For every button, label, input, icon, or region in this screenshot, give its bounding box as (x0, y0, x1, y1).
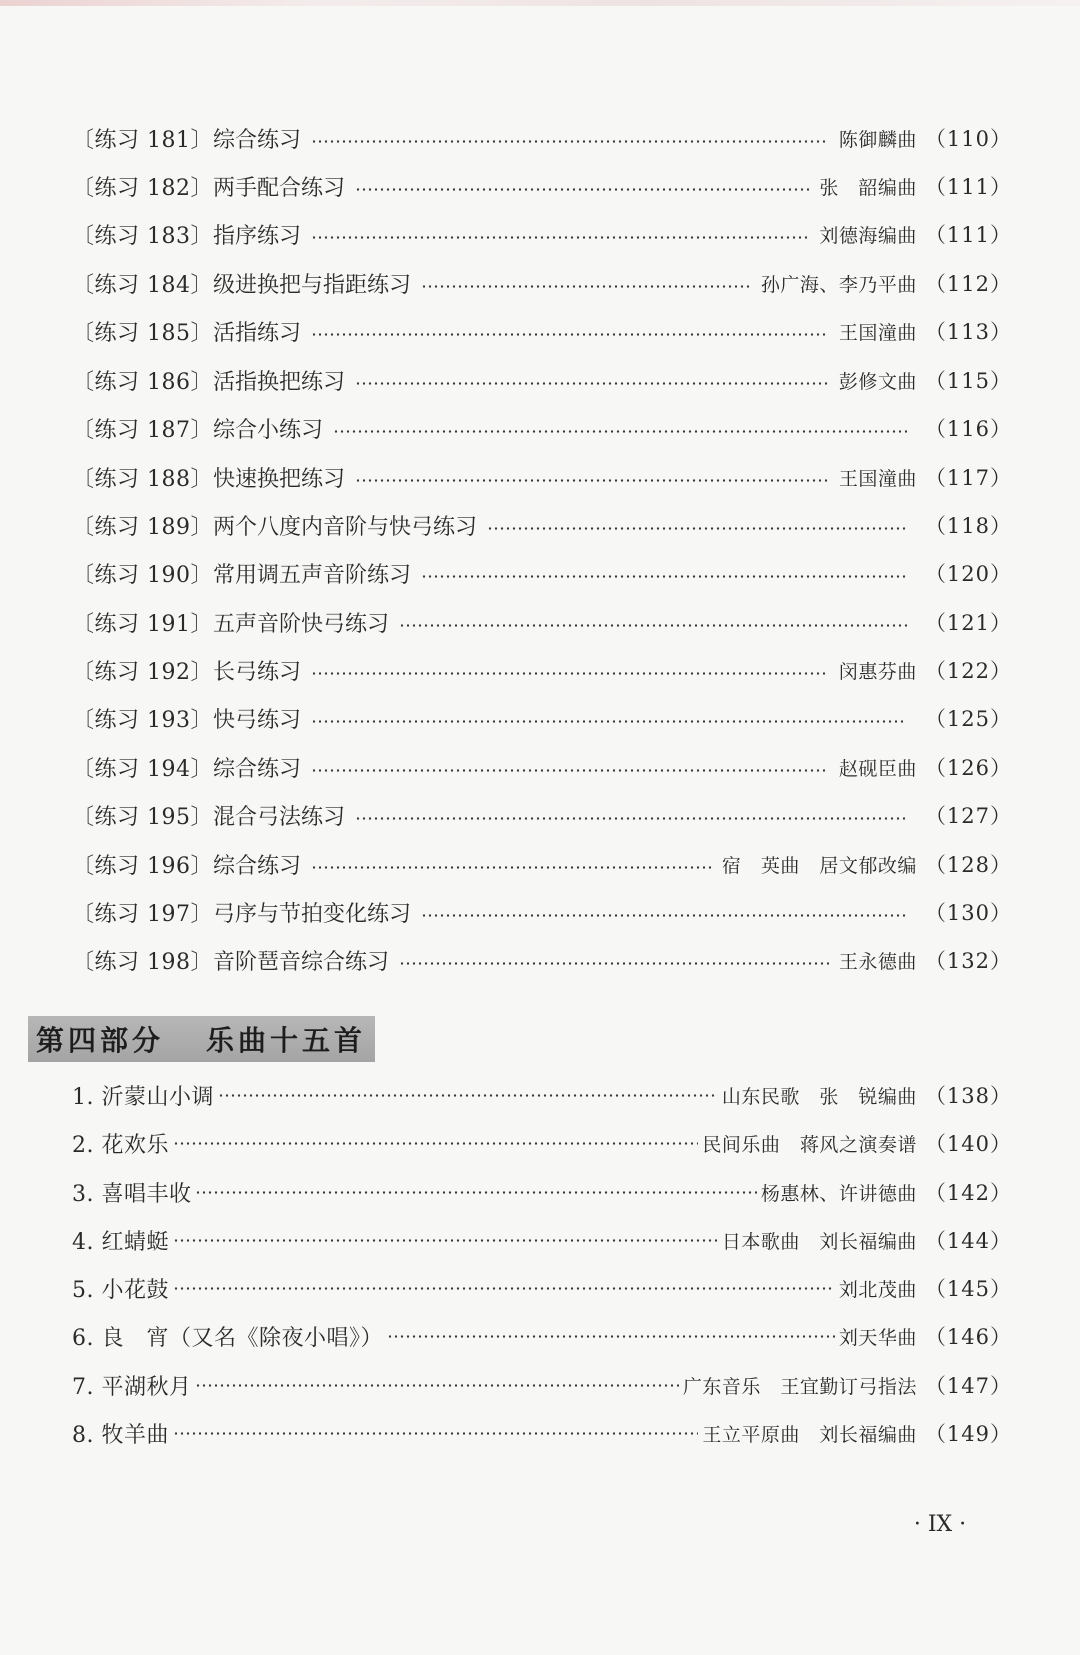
dot-leader (173, 1239, 718, 1242)
dot-leader (333, 430, 907, 433)
dot-leader (311, 866, 712, 869)
entry-page: （110） (924, 127, 1012, 151)
dot-leader (399, 624, 907, 627)
entry-page: （111） (924, 223, 1012, 247)
dot-leader (421, 914, 907, 917)
dot-leader (355, 382, 829, 385)
entry-page: （149） (924, 1422, 1012, 1446)
entry-title: 〔练习 196〕综合练习 (72, 853, 302, 879)
dot-leader (311, 236, 809, 239)
entry-title: 3. 喜唱丰收 (72, 1181, 192, 1207)
entry-page: （140） (924, 1132, 1012, 1156)
entry-page: （112） (924, 272, 1012, 296)
dot-leader (195, 1191, 756, 1194)
entry-page: （130） (924, 901, 1012, 925)
entry-author: 闵惠芬曲 (838, 660, 917, 683)
toc-entry[interactable] (72, 795, 1012, 835)
toc-entry[interactable] (72, 698, 1012, 738)
entry-author: 王立平原曲 刘长福编曲 (702, 1423, 917, 1446)
entry-title: 〔练习 195〕混合弓法练习 (72, 804, 346, 830)
entry-author: 张 韶编曲 (819, 176, 917, 199)
entry-author: 刘天华曲 (838, 1326, 917, 1349)
toc-entry[interactable] (72, 505, 1012, 545)
toc-entry[interactable] (72, 263, 1012, 303)
entry-page: （121） (924, 611, 1012, 635)
entry-author: 王永德曲 (838, 950, 917, 973)
toc-entry[interactable] (72, 457, 1012, 497)
top-edge-strip (0, 0, 1080, 6)
toc-entry[interactable] (72, 602, 1012, 642)
entry-title: 6. 良 宵（又名《除夜小唱》） (72, 1325, 383, 1351)
dot-leader (218, 1094, 718, 1097)
toc-entry[interactable] (72, 553, 1012, 593)
entry-author: 日本歌曲 刘长福编曲 (721, 1230, 917, 1253)
entry-page: （113） (924, 320, 1012, 344)
toc-entry[interactable] (72, 1075, 1012, 1115)
entry-page: （147） (924, 1374, 1012, 1398)
toc-entry[interactable] (72, 844, 1012, 884)
entry-page: （111） (924, 175, 1012, 199)
dot-leader (387, 1335, 835, 1338)
toc-entry[interactable] (72, 360, 1012, 400)
entry-page: （146） (924, 1325, 1012, 1349)
entry-title: 〔练习 189〕两个八度内音阶与快弓练习 (72, 514, 478, 540)
entry-title: 〔练习 183〕指序练习 (72, 223, 302, 249)
toc-entry[interactable] (72, 214, 1012, 254)
entry-title: 〔练习 181〕综合练习 (72, 127, 302, 153)
toc-entry[interactable] (72, 408, 1012, 448)
entry-page: （127） (924, 804, 1012, 828)
entry-author: 山东民歌 张 锐编曲 (721, 1085, 917, 1108)
entry-title: 7. 平湖秋月 (72, 1374, 192, 1400)
entry-author: 陈御麟曲 (838, 128, 917, 151)
toc-entry[interactable] (72, 1268, 1012, 1308)
dot-leader (487, 527, 907, 530)
page-number: · IX · (913, 1512, 967, 1537)
toc-entry[interactable] (72, 650, 1012, 690)
entry-author: 宿 英曲 居文郁改编 (721, 854, 917, 877)
entry-title: 2. 花欢乐 (72, 1132, 169, 1158)
entry-page: （126） (924, 756, 1012, 780)
entry-page: （125） (924, 707, 1012, 731)
entry-author: 杨惠林、许讲德曲 (760, 1182, 917, 1205)
entry-page: （128） (924, 853, 1012, 877)
entry-page: （118） (924, 514, 1012, 538)
entry-title: 〔练习 190〕常用调五声音阶练习 (72, 562, 412, 588)
entry-page: （116） (924, 417, 1012, 441)
dot-leader (311, 769, 829, 772)
dot-leader (399, 962, 829, 965)
entry-page: （138） (924, 1084, 1012, 1108)
dot-leader (311, 333, 829, 336)
dot-leader (421, 285, 751, 288)
entry-title: 〔练习 191〕五声音阶快弓练习 (72, 611, 390, 637)
dot-leader (173, 1432, 698, 1435)
entry-title: 〔练习 198〕音阶琶音综合练习 (72, 949, 390, 975)
toc-entry[interactable] (72, 1220, 1012, 1260)
toc-entry[interactable] (72, 747, 1012, 787)
section-title: 乐曲十五首 (206, 1024, 367, 1057)
entry-title: 〔练习 188〕快速换把练习 (72, 466, 346, 492)
entry-author: 刘德海编曲 (819, 224, 917, 247)
entry-title: 〔练习 185〕活指练习 (72, 320, 302, 346)
toc-entry[interactable] (72, 166, 1012, 206)
toc-entry[interactable] (72, 940, 1012, 980)
entry-page: （144） (924, 1229, 1012, 1253)
entry-page: （142） (924, 1181, 1012, 1205)
toc-entry[interactable] (72, 1316, 1012, 1356)
entry-author: 广东音乐 王宜勤订弓指法 (682, 1375, 917, 1398)
entry-author: 王国潼曲 (838, 467, 917, 490)
toc-entry[interactable] (72, 311, 1012, 351)
entry-author: 王国潼曲 (838, 321, 917, 344)
dot-leader (311, 672, 829, 675)
entry-author: 孙广海、李乃平曲 (760, 273, 917, 296)
entry-author: 刘北茂曲 (838, 1278, 917, 1301)
dot-leader (173, 1142, 698, 1145)
entry-title: 〔练习 186〕活指换把练习 (72, 369, 346, 395)
entry-author: 民间乐曲 蒋风之演奏谱 (702, 1133, 917, 1156)
entry-title: 〔练习 192〕长弓练习 (72, 659, 302, 685)
entry-title: 4. 红蜻蜓 (72, 1229, 169, 1255)
dot-leader (355, 188, 809, 191)
entry-page: （132） (924, 949, 1012, 973)
entry-title: 〔练习 193〕快弓练习 (72, 707, 302, 733)
entry-title: 〔练习 182〕两手配合练习 (72, 175, 346, 201)
entry-title: 〔练习 184〕级进换把与指距练习 (72, 272, 412, 298)
entry-page: （117） (924, 466, 1012, 490)
entry-title: 〔练习 197〕弓序与节拍变化练习 (72, 901, 412, 927)
toc-entry[interactable] (72, 1365, 1012, 1405)
entry-title: 1. 沂蒙山小调 (72, 1084, 214, 1110)
toc-entry[interactable] (72, 1413, 1012, 1453)
entry-title: 5. 小花鼓 (72, 1277, 169, 1303)
toc-entry[interactable] (72, 118, 1012, 158)
dot-leader (195, 1384, 678, 1387)
entry-title: 〔练习 187〕综合小练习 (72, 417, 324, 443)
toc-entry[interactable] (72, 1172, 1012, 1212)
dot-leader (311, 720, 907, 723)
toc-entry[interactable] (72, 892, 1012, 932)
dot-leader (355, 817, 907, 820)
entry-author: 赵砚臣曲 (838, 757, 917, 780)
entry-title: 〔练习 194〕综合练习 (72, 756, 302, 782)
dot-leader (355, 479, 829, 482)
entry-page: （115） (924, 369, 1012, 393)
entry-author: 彭修文曲 (838, 370, 917, 393)
entry-page: （120） (924, 562, 1012, 586)
entry-page: （122） (924, 659, 1012, 683)
section-heading (28, 1016, 375, 1062)
section-part-label: 第四部分 (36, 1024, 165, 1057)
toc-entry[interactable] (72, 1123, 1012, 1163)
entry-title: 8. 牧羊曲 (72, 1422, 169, 1448)
entry-page: （145） (924, 1277, 1012, 1301)
dot-leader (173, 1287, 835, 1290)
dot-leader (311, 140, 829, 143)
dot-leader (421, 575, 907, 578)
